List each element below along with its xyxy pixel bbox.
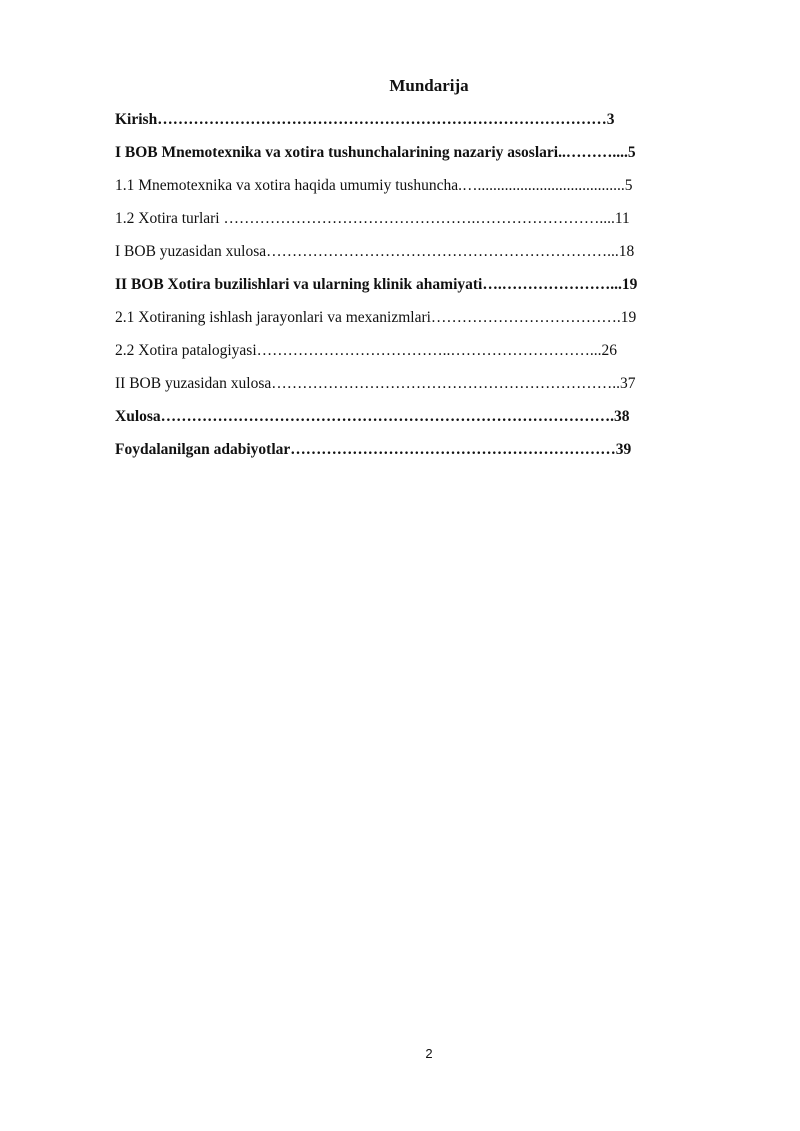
toc-entry: 2.2 Xotira patalogiyasi………………………………..………………………...26 bbox=[115, 342, 617, 359]
table-of-contents bbox=[115, 108, 742, 471]
toc-entry: 2.1 Xotiraning ishlash jarayonlari va mexanizmlari……………………………….19 bbox=[115, 309, 637, 326]
toc-entry: II BOB yuzasidan xulosa…………………………………………………………..37 bbox=[115, 375, 636, 392]
toc-entry: 1.1 Mnemotexnika va xotira haqida umumiy tushuncha.…......................................5 bbox=[115, 177, 633, 194]
page-number: 2 bbox=[425, 1046, 433, 1061]
toc-entry: I BOB Mnemotexnika va xotira tushunchalarining nazariy asoslari..………....5 bbox=[115, 144, 636, 161]
toc-entry: Foydalanilgan adabiyotlar………………………………………………………39 bbox=[115, 441, 632, 458]
toc-entry: II BOB Xotira buzilishlari va ularning klinik ahamiyati….…………………...19 bbox=[115, 276, 638, 293]
toc-entry: Xulosa…………………………………………………………………………….38 bbox=[115, 408, 630, 425]
toc-entry: I BOB yuzasidan xulosa…………………………………………………………...18 bbox=[115, 243, 635, 260]
page-title: Mundarija bbox=[389, 76, 469, 95]
toc-entry: Kirish……………………………………………………………………………3 bbox=[115, 111, 615, 128]
toc-entry: 1.2 Xotira turlari ………………………………………….……………………....11 bbox=[115, 210, 630, 227]
